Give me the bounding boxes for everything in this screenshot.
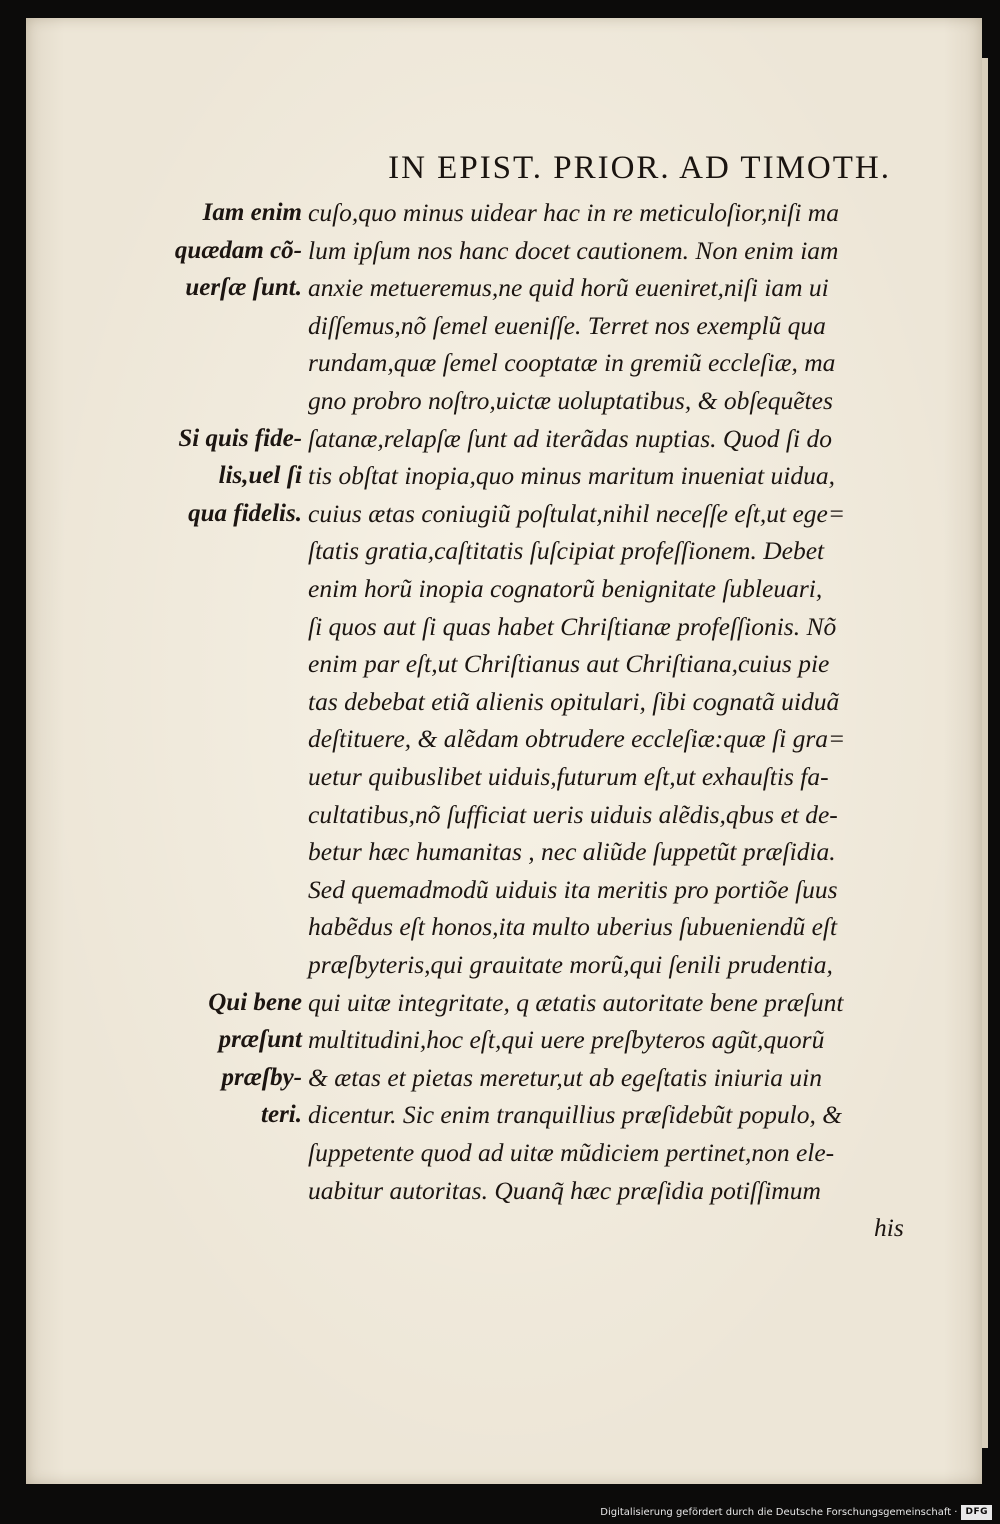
- body-line: qui uitæ integritate, q ætatis autoritate bene præſunt: [308, 987, 844, 1017]
- body-line: Sed quemadmodũ uiduis ita meritis pro portiõe ſuus: [308, 874, 838, 904]
- marginal-gloss: lis,uel ſi: [218, 462, 302, 490]
- body-line: gno probro noſtro,uictæ uoluptatibus, & obſequẽtes: [308, 386, 833, 415]
- running-head: IN EPIST. PRIOR. AD TIMOTH.: [388, 150, 891, 186]
- body-line: præſbyteris,qui grauitate morũ,qui ſenili prudentia,: [308, 950, 833, 979]
- body-line: deſtituere, & alẽdam obtrudere eccleſiæ:quæ ſi gra=: [308, 724, 846, 754]
- body-line: cuſo,quo minus uidear hac in re meticuloſior,niſi ma: [308, 198, 839, 227]
- body-line: & ætas et pietas meretur,ut ab egeſtatis iniuria uin: [308, 1062, 822, 1092]
- footer-credit: Digitalisierung gefördert durch die Deutsche Forschungsgemeinschaft ·: [600, 1506, 958, 1518]
- marginal-gloss: præſby-: [221, 1063, 302, 1091]
- body-line: rundam,quæ ſemel cooptatæ in gremiũ eccleſiæ, ma: [308, 348, 836, 378]
- body-line: ſatanæ,relapſæ ſunt ad iterãdas nuptias. Quod ſi do: [308, 423, 832, 453]
- book-page: [26, 18, 982, 1484]
- body-line: lum ipſum nos hanc docet cautionem. Non enim iam: [308, 235, 839, 265]
- marginal-gloss: præſunt: [218, 1026, 302, 1054]
- digitization-footer: [600, 1501, 992, 1523]
- body-line: cuius ætas coniugiũ poſtulat,nihil neceſſe eſt,ut ege=: [308, 498, 846, 528]
- body-line: tis obſtat inopia,quo minus maritum inueniat uidua,: [308, 461, 836, 491]
- body-line: uabitur autoritas. Quanq̃ hæc præſidia potiſſimum: [308, 1175, 821, 1205]
- body-line: diſſemus,nõ ſemel eueniſſe. Terret nos exemplũ qua: [308, 310, 826, 340]
- marginal-gloss: qua fidelis.: [188, 499, 302, 527]
- marginal-gloss: teri.: [261, 1101, 302, 1129]
- body-line: dicentur. Sic enim tranquillius præſidebũt populo, &: [308, 1100, 843, 1130]
- marginal-gloss: Si quis fide-: [178, 424, 302, 452]
- body-line: anxie metueremus,ne quid horũ eueniret,niſi iam ui: [308, 273, 829, 303]
- body-line: enim horũ inopia cognatorũ benignitate ſubleuari,: [308, 574, 823, 603]
- body-line: cultatibus,nõ ſufficiat ueris uiduis alẽdis,qbus et de-: [308, 799, 838, 829]
- body-line: enim par eſt,ut Chriſtianus aut Chriſtiana,cuius pie: [308, 649, 830, 679]
- body-line: ſuppetente quod ad uitæ mũdiciem pertinet,non ele-: [308, 1138, 835, 1167]
- body-line: habẽdus eſt honos,ita multo uberius ſubueniendũ eſt: [308, 912, 838, 942]
- marginal-gloss: Iam enim: [202, 199, 302, 226]
- catchword: his: [874, 1213, 904, 1243]
- body-line: multitudini,hoc eſt,qui uere preſbyteros agũt,quorũ: [308, 1025, 825, 1055]
- marginal-gloss: quædam cõ-: [174, 236, 302, 264]
- body-line: tas debebat etiã alienis opitulari, ſibi cognatã uiduã: [308, 686, 840, 716]
- body-line: betur hæc humanitas , nec aliũde ſuppetũt præſidia.: [308, 837, 836, 867]
- dfg-logo: DFG: [961, 1505, 992, 1520]
- marginal-gloss: Qui bene: [208, 988, 302, 1016]
- body-line: ſi quos aut ſi quas habet Chriſtianæ profeſſionis. Nõ: [308, 611, 837, 641]
- body-line: uetur quibuslibet uiduis,futurum eſt,ut exhauſtis fa-: [308, 762, 829, 791]
- marginal-gloss: uerſæ ſunt.: [185, 274, 302, 302]
- body-line: ſtatis gratia,caſtitatis ſuſcipiat profeſſionem. Debet: [308, 536, 825, 566]
